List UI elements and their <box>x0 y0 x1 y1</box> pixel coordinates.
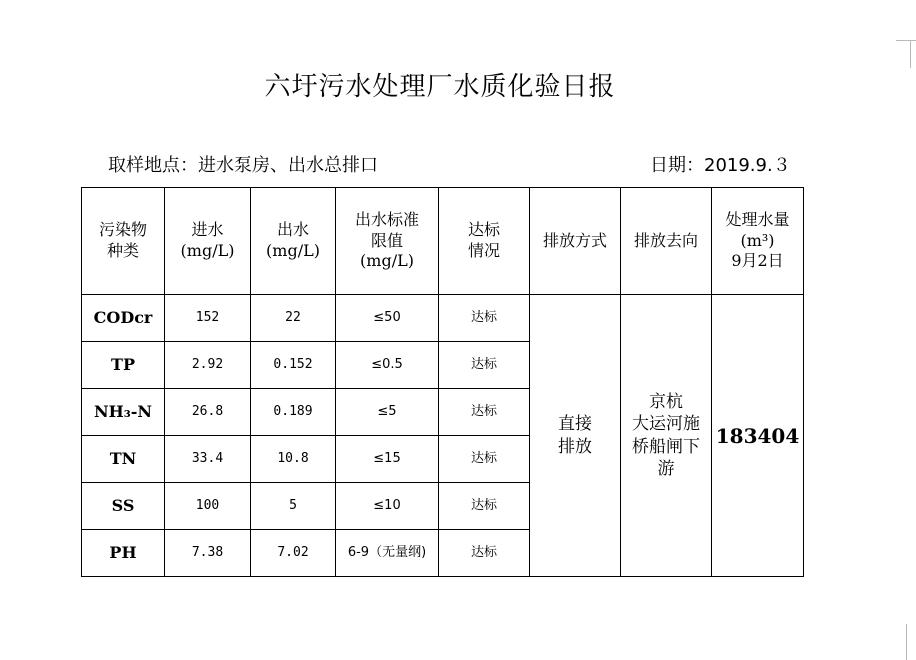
header-outflow: 出水 (mg/L) <box>251 188 336 295</box>
inflow-cell: 2.92 <box>165 342 251 389</box>
page-edge-marker <box>896 40 916 41</box>
treatment-volume-cell: 183404 <box>712 295 804 577</box>
outflow-cell: 10.8 <box>251 436 336 483</box>
param-cell: NH₃-N <box>82 389 165 436</box>
outflow-cell: 0.189 <box>251 389 336 436</box>
discharge-direction-cell: 京杭 大运河施 桥船闸下 游 <box>621 295 712 577</box>
inflow-cell: 33.4 <box>165 436 251 483</box>
limit-cell: ≤10 <box>336 483 439 530</box>
sampling-location: 取样地点：进水泵房、出水总排口 <box>108 155 378 176</box>
discharge-method-cell: 直接 排放 <box>530 295 621 577</box>
water-quality-table <box>81 187 804 577</box>
limit-cell: ≤15 <box>336 436 439 483</box>
param-cell: CODcr <box>82 295 165 342</box>
header-volume: 处理水量 (m³) 9月2日 <box>712 188 804 295</box>
inflow-cell: 100 <box>165 483 251 530</box>
header-status: 达标 情况 <box>439 188 530 295</box>
status-cell: 达标 <box>439 342 530 389</box>
param-cell: PH <box>82 530 165 577</box>
page-edge-marker <box>910 40 911 68</box>
status-cell: 达标 <box>439 483 530 530</box>
limit-cell: ≤5 <box>336 389 439 436</box>
inflow-cell: 152 <box>165 295 251 342</box>
status-cell: 达标 <box>439 436 530 483</box>
outflow-cell: 7.02 <box>251 530 336 577</box>
header-method: 排放方式 <box>530 188 621 295</box>
inflow-cell: 7.38 <box>165 530 251 577</box>
status-cell: 达标 <box>439 295 530 342</box>
limit-cell: ≤50 <box>336 295 439 342</box>
limit-cell: ≤0.5 <box>336 342 439 389</box>
report-date: 日期：2019.9.３ <box>650 155 791 176</box>
table-row <box>82 295 804 342</box>
param-cell: TP <box>82 342 165 389</box>
limit-cell: 6-9（无量纲) <box>336 530 439 577</box>
page-edge-marker <box>906 624 907 660</box>
param-cell: TN <box>82 436 165 483</box>
header-inflow: 进水 (mg/L) <box>165 188 251 295</box>
inflow-cell: 26.8 <box>165 389 251 436</box>
report-title: 六圩污水处理厂水质化验日报 <box>264 72 616 102</box>
status-cell: 达标 <box>439 530 530 577</box>
header-param: 污染物 种类 <box>82 188 165 295</box>
table-header-row <box>82 188 804 295</box>
header-limit: 出水标准 限值 (mg/L) <box>336 188 439 295</box>
status-cell: 达标 <box>439 389 530 436</box>
param-cell: SS <box>82 483 165 530</box>
outflow-cell: 22 <box>251 295 336 342</box>
header-direction: 排放去向 <box>621 188 712 295</box>
outflow-cell: 0.152 <box>251 342 336 389</box>
outflow-cell: 5 <box>251 483 336 530</box>
